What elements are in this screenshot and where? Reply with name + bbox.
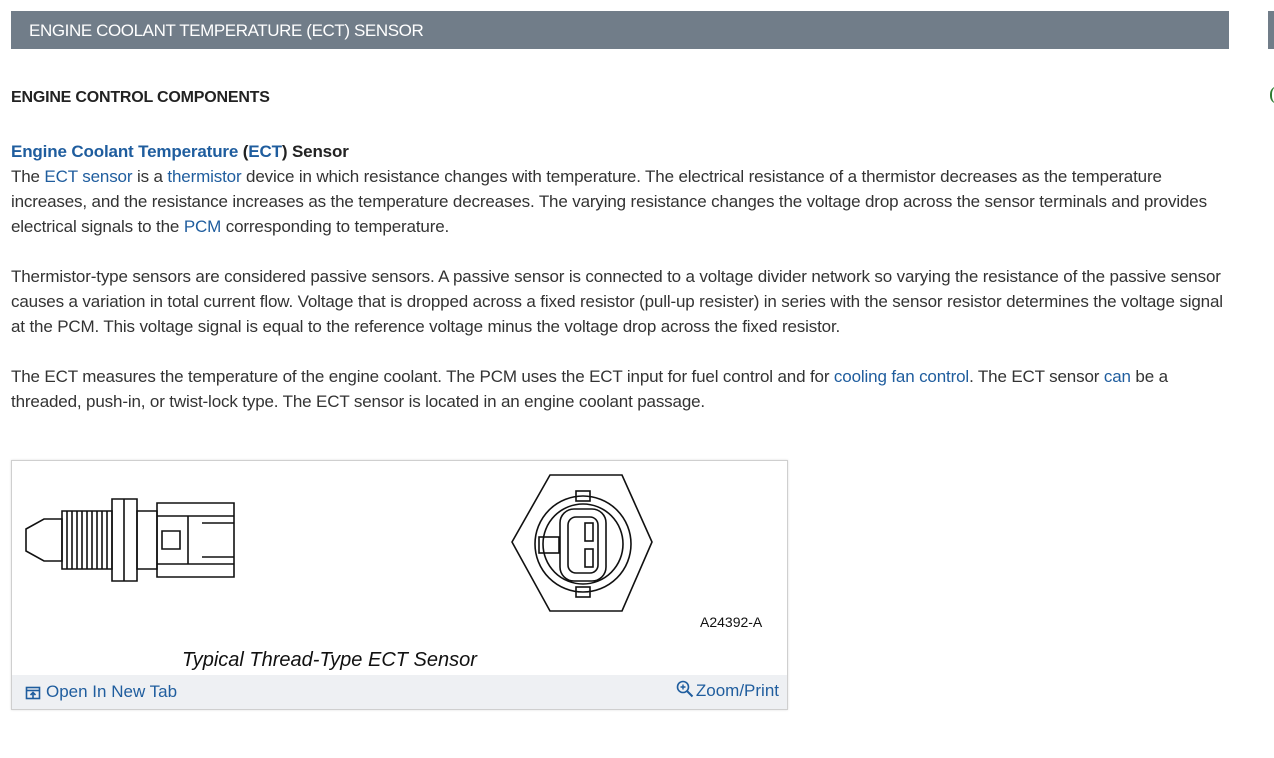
- p1-text-1: The: [11, 167, 45, 186]
- p3-text-2: . The ECT sensor: [969, 367, 1104, 386]
- link-pcm[interactable]: PCM: [183, 217, 222, 236]
- sensor-side-view: [26, 499, 234, 581]
- header-bar: [11, 11, 1229, 49]
- p3-text-3: be a threaded, push-in, or twist-lock type. The ECT sensor is located in an engine coolant passage.: [11, 367, 1168, 411]
- paragraph-3: [11, 364, 1226, 414]
- link-ect-abbr[interactable]: ECT: [248, 142, 282, 161]
- ect-sensor-illustration: [12, 461, 787, 675]
- open-in-new-tab-button[interactable]: [25, 682, 177, 702]
- subheading-suffix: Sensor: [287, 142, 349, 161]
- side-panel-indicator: [1270, 86, 1274, 104]
- figure-code: A24392-A: [700, 614, 763, 630]
- p1-text-3: device in which resistance changes with temperature. The electrical resistance of a thermistor decreases as the temperature increases, and the resistance increases as the temperature decreases. The varying resistance changes the voltage drop across the sensor terminals and provides electrical signals to the: [11, 167, 1207, 236]
- figure-toolbar: [12, 675, 787, 709]
- link-can[interactable]: can: [1103, 367, 1131, 386]
- p3-text-1: The ECT measures the temperature of the engine coolant. The PCM uses the ECT input for fuel control and for: [11, 367, 834, 386]
- subheading-paren-close: ): [281, 142, 288, 161]
- subheading-paren-open: (: [238, 142, 249, 161]
- page-title: ENGINE COOLANT TEMPERATURE (ECT) SENSOR: [29, 21, 424, 40]
- link-cooling-fan-control[interactable]: cooling fan control: [833, 367, 970, 386]
- article-body: [11, 139, 1226, 414]
- p1-text-2: is a: [132, 167, 168, 186]
- subheading: [11, 139, 1226, 164]
- zoom-in-icon: [676, 680, 694, 698]
- p1-text-4: corresponding to temperature.: [221, 217, 450, 236]
- figure-card: [11, 460, 788, 710]
- paragraph-1: [11, 164, 1226, 239]
- open-in-new-tab-label: Open In New Tab: [46, 682, 178, 701]
- paragraph-2: Thermistor-type sensors are considered passive sensors. A passive sensor is connected to a voltage divider network so varying the resistance of the passive sensor causes a variation in total current flow. Voltage that is dropped across a fixed resistor (pull-up resister) in series with the sensor resistor determines the voltage signal at the PCM. This voltage signal is equal to the reference voltage minus the voltage drop across the fixed resistor.: [11, 267, 1223, 336]
- link-ect-sensor[interactable]: ECT sensor: [44, 167, 133, 186]
- open-new-tab-icon: [25, 685, 41, 701]
- figure-caption: Typical Thread-Type ECT Sensor: [182, 649, 477, 671]
- section-heading: ENGINE CONTROL COMPONENTS: [11, 89, 270, 106]
- sensor-end-view: [512, 475, 652, 611]
- zoom-print-label: Zoom/Print: [695, 681, 779, 700]
- zoom-print-button[interactable]: [676, 681, 779, 701]
- link-thermistor[interactable]: thermistor: [167, 167, 242, 186]
- side-panel-edge: [1268, 11, 1274, 49]
- link-engine-coolant-temperature[interactable]: Engine Coolant Temperature: [11, 142, 239, 161]
